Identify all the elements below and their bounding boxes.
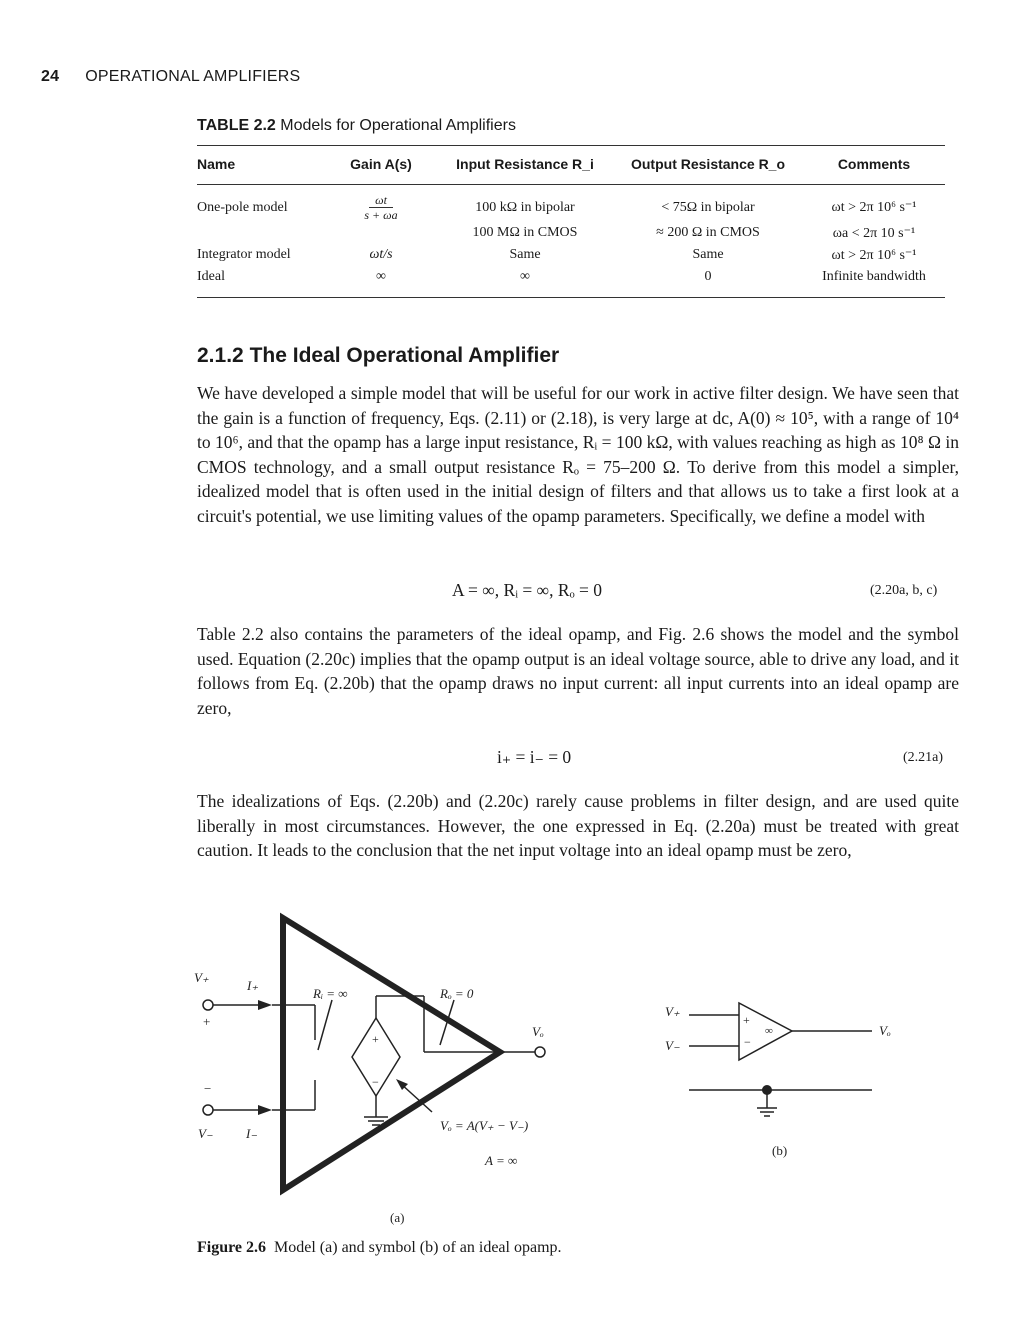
cell-output: < 75Ω in bipolar bbox=[661, 199, 755, 215]
symbol-label-vo: Vₒ bbox=[879, 1023, 891, 1038]
cell-name: Ideal bbox=[197, 269, 225, 284]
label-ri: Rᵢ = ∞ bbox=[313, 986, 348, 1001]
header-output-resistance: Output Resistance R_o bbox=[630, 156, 786, 172]
label-source-plus: + bbox=[372, 1032, 379, 1046]
v-minus-terminal bbox=[203, 1105, 213, 1115]
symbol-label-infinity: ∞ bbox=[765, 1025, 773, 1037]
header-comments: Comments bbox=[837, 156, 911, 172]
label-i-plus: I₊ bbox=[247, 978, 259, 993]
label-v-plus: V₊ bbox=[194, 970, 209, 985]
equation-2-20: A = ∞, Rᵢ = ∞, Rₒ = 0 bbox=[452, 580, 602, 600]
gain-denominator: s + ωa bbox=[364, 208, 398, 222]
cell-gain: ωt/s bbox=[369, 247, 393, 262]
cell-name: One-pole model bbox=[197, 199, 288, 215]
figure-caption-label: Figure 2.6 bbox=[197, 1239, 267, 1256]
paragraph-3: The idealizations of Eqs. (2.20b) and (2.20c) rarely cause problems in filter design, and are used quite liberally in most circumstances. However, the one expressed in Eq. (2.20a) must be treated with great caution. It leads to the conclusion that the net input voltage into an ideal opamp must be zero, bbox=[197, 791, 959, 861]
cell-output: 0 bbox=[704, 269, 712, 284]
cell-output: Same bbox=[692, 247, 724, 262]
symbol-label-v-plus: V₊ bbox=[665, 1004, 680, 1019]
paragraph-2: Table 2.2 also contains the parameters of the ideal opamp, and Fig. 2.6 shows the model and the symbol used. Equation (2.20c) implies that the opamp output is an ideal voltage source, able to drive any load, and it follows from Eq. (2.20b) that the opamp draws no input current: all input currents into an ideal opamp are zero, bbox=[197, 624, 959, 718]
equation-2-21: i₊ = i₋ = 0 bbox=[497, 747, 572, 767]
running-head-title: OPERATIONAL AMPLIFIERS bbox=[85, 68, 301, 85]
page-number: 24 bbox=[41, 68, 60, 85]
label-vo: Vₒ bbox=[532, 1024, 544, 1039]
label-i-minus: I₋ bbox=[246, 1126, 258, 1141]
cell-input: Same bbox=[509, 247, 541, 262]
cell-input: 100 MΩ in CMOS bbox=[472, 225, 578, 240]
figure-a-model bbox=[203, 918, 545, 1190]
equation-2-20-number: (2.20a, b, c) bbox=[870, 583, 938, 598]
cell-name: Integrator model bbox=[197, 247, 291, 262]
cell-comment: ωt > 2π 10⁶ s⁻¹ bbox=[831, 200, 917, 215]
figure-caption-text: Model (a) and symbol (b) of an ideal opamp. bbox=[274, 1239, 562, 1256]
figure-caption bbox=[197, 1239, 562, 1257]
cell-comment: ωt > 2π 10⁶ s⁻¹ bbox=[831, 247, 917, 263]
cell-comment: ωa < 2π 10 s⁻¹ bbox=[832, 225, 916, 241]
ri-pointer bbox=[318, 1000, 332, 1050]
symbol-label-minus: − bbox=[744, 1035, 751, 1049]
cell-output: ≈ 200 Ω in CMOS bbox=[656, 225, 760, 240]
cell-input: 100 kΩ in bipolar bbox=[475, 199, 575, 215]
section-title: The Ideal Operational Amplifier bbox=[249, 344, 560, 367]
label-a-equation: A = ∞ bbox=[485, 1153, 518, 1168]
gain-numerator: ωt bbox=[369, 193, 393, 208]
header-input-resistance: Input Resistance R_i bbox=[456, 156, 594, 172]
label-v-minus: V₋ bbox=[198, 1126, 213, 1141]
label-sub-a: (a) bbox=[390, 1210, 405, 1225]
paragraph-1: We have developed a simple model that will be useful for our work in active filter design. We have seen that the gain is a function of frequency, Eqs. (2.11) or (2.18), is very large at dc, A(0) ≈ 10⁵, with a range of 10⁴ to 10⁶, and that the opamp has a large input resistance, Rᵢ = 100 kΩ, with values reaching as high as 10⁸ Ω in CMOS technology, and a small output resistance Rₒ = 75–200 Ω. To derive from this model a simpler, idealized model that is often used in the initial design of filters and that allows us to take a first look at a circuit's potential, we use limiting values of the opamp parameters. Specifically, we define a model with bbox=[197, 383, 959, 526]
i-minus-arrow bbox=[258, 1105, 272, 1115]
label-plus-sign: + bbox=[203, 1014, 211, 1029]
v-plus-terminal bbox=[203, 1000, 213, 1010]
equation-2-21-number: (2.21a) bbox=[903, 750, 944, 765]
symbol-label-v-minus: V₋ bbox=[665, 1038, 680, 1053]
section-number: 2.1.2 bbox=[197, 344, 244, 367]
label-ro: Rₒ = 0 bbox=[440, 986, 474, 1001]
table-label: TABLE 2.2 bbox=[197, 117, 276, 134]
label-minus-sign: − bbox=[204, 1081, 212, 1096]
i-plus-arrow bbox=[258, 1000, 272, 1010]
vo-terminal bbox=[535, 1047, 545, 1057]
table-title: Models for Operational Amplifiers bbox=[280, 117, 516, 134]
label-vo-equation: Vₒ = A(V₊ − V₋) bbox=[440, 1118, 529, 1133]
label-sub-b: (b) bbox=[772, 1143, 788, 1158]
header-name: Name bbox=[197, 156, 236, 172]
cell-comment: Infinite bandwidth bbox=[822, 269, 926, 284]
figure-b-labels bbox=[665, 1004, 891, 1158]
figure-a-labels bbox=[194, 970, 544, 1225]
symbol-label-plus: + bbox=[743, 1013, 750, 1027]
figure-b-symbol bbox=[689, 1003, 872, 1116]
header-gain: Gain A(s) bbox=[350, 156, 412, 172]
cell-gain: ∞ bbox=[376, 269, 386, 284]
label-source-minus: − bbox=[372, 1075, 379, 1089]
opamp-triangle bbox=[283, 918, 500, 1190]
cell-input: ∞ bbox=[520, 269, 530, 284]
